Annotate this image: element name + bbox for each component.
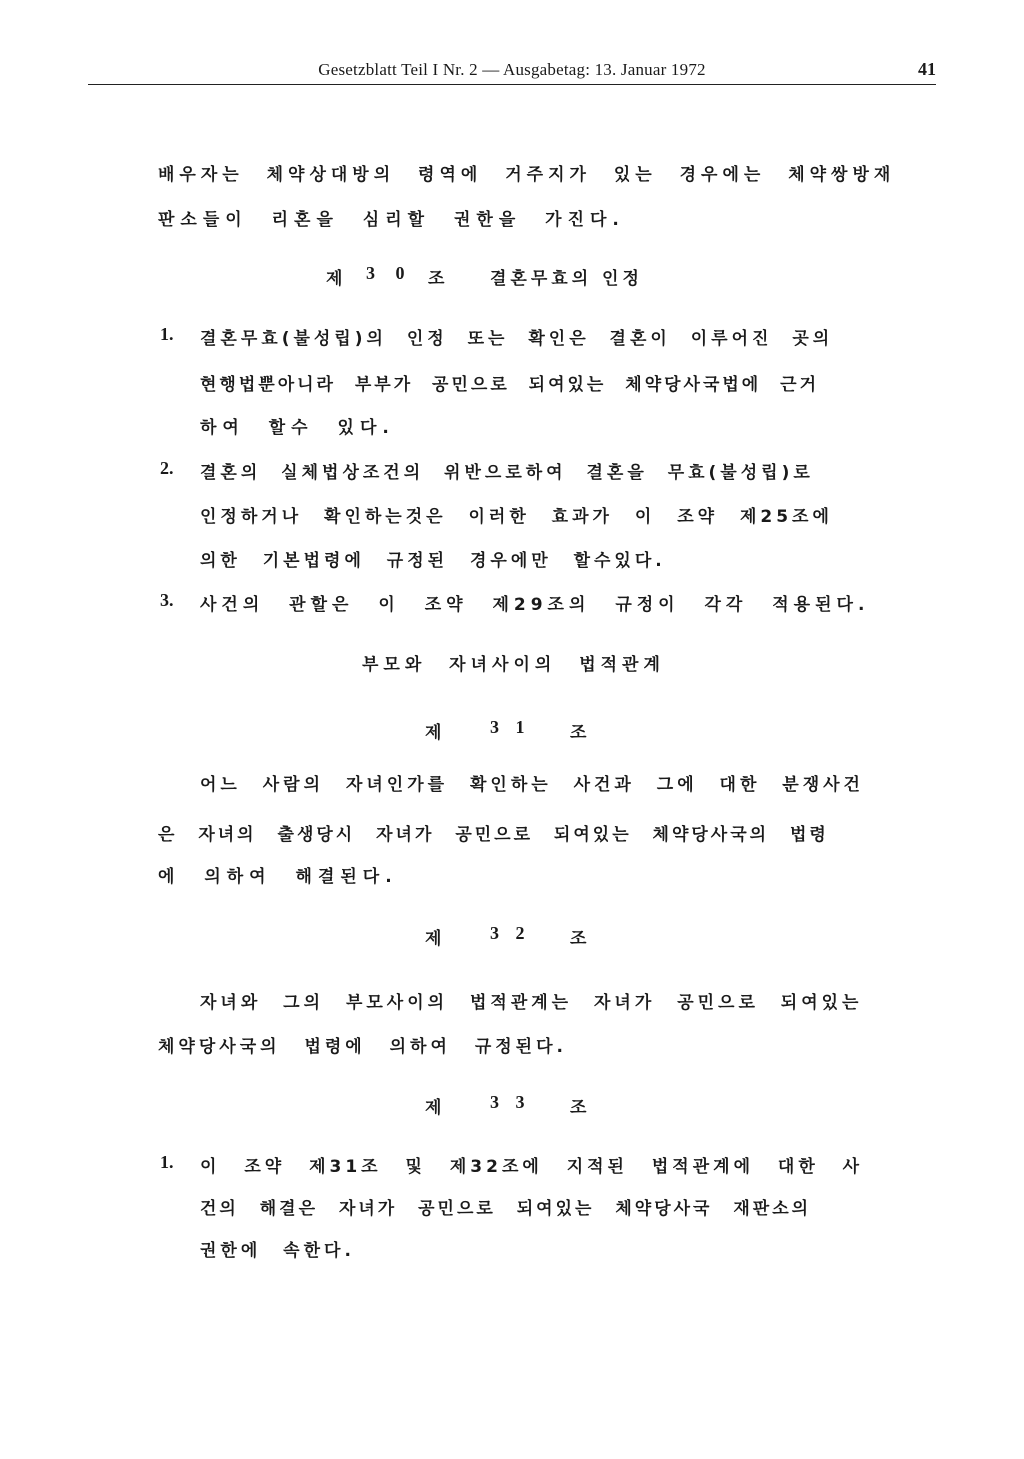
section-heading: 부모와 자녀사이의 법적관계 (362, 655, 665, 675)
article-number: 3 1 (490, 717, 531, 737)
art32-line2: 체약당사국의 법령에 의하여 규정된다. (158, 1037, 567, 1057)
article-word: 제 (425, 723, 442, 743)
art33-clause1-line3: 권한에 속한다. (200, 1241, 355, 1261)
article-suffix: 조 (570, 929, 587, 949)
article-title: 결혼무효의 인정 (490, 269, 643, 289)
art31-line2: 은 자녀의 출생당시 자녀가 공민으로 되여있는 체약당사국의 법령 (158, 825, 829, 845)
art30-clause1-line1: 결혼무효(불성립)의 인정 또는 확인은 결혼이 이루어진 곳의 (200, 329, 834, 349)
article-suffix: 조 (570, 723, 587, 743)
art31-line3: 에 의하여 해결된다. (158, 867, 398, 887)
article-number: 3 3 (490, 1092, 531, 1112)
art30-clause2-line1: 결혼의 실체법상조건의 위반으로하여 결혼을 무효(불성립)로 (200, 463, 814, 483)
clause-number: 2. (160, 458, 174, 478)
article-word: 제 (425, 929, 442, 949)
art30-clause1-line3: 하여 할수 있다. (200, 418, 395, 438)
art33-clause1-line1: 이 조약 제31조 및 제32조에 지적된 법적관계에 대한 사 (200, 1157, 864, 1177)
article-suffix: 조 (570, 1098, 587, 1118)
art30-clause1-line2: 현행법뿐아니라 부부가 공민으로 되여있는 체약당사국법에 근거 (200, 375, 819, 395)
intro-line-2: 판소들이 리혼을 심리할 권한을 가진다. (158, 210, 625, 230)
article-number: 3 0 (366, 263, 413, 283)
intro-line-1: 배우자는 체약상대방의 령역에 거주지가 있는 경우에는 체약쌍방재 (158, 165, 896, 185)
art32-line1: 자녀와 그의 부모사이의 법적관계는 자녀가 공민으로 되여있는 (200, 993, 863, 1013)
art30-clause2-line3: 의한 기본법령에 규정된 경우에만 할수있다. (200, 551, 666, 571)
article-number: 3 2 (490, 923, 531, 943)
article-suffix: 조 (428, 269, 445, 289)
page-number: 41 (918, 59, 936, 79)
art33-clause1-line2: 건의 해결은 자녀가 공민으로 되여있는 체약당사국 재판소의 (200, 1199, 812, 1219)
clause-number: 3. (160, 590, 174, 610)
clause-number: 1. (160, 1152, 174, 1172)
gazette-title: Gesetzblatt Teil I Nr. 2 — Ausgabetag: 13. Januar 1972 (318, 60, 706, 79)
art30-clause3-line1: 사건의 관할은 이 조약 제29조의 규정이 각각 적용된다. (200, 595, 870, 615)
article-word: 제 (425, 1098, 442, 1118)
article-word: 제 (326, 269, 343, 289)
clause-number: 1. (160, 324, 174, 344)
art30-clause2-line2: 인정하거나 확인하는것은 이러한 효과가 이 조약 제25조에 (200, 507, 833, 527)
art31-line1: 어느 사람의 자녀인가를 확인하는 사건과 그에 대한 분쟁사건 (200, 775, 864, 795)
page-header (88, 58, 936, 85)
